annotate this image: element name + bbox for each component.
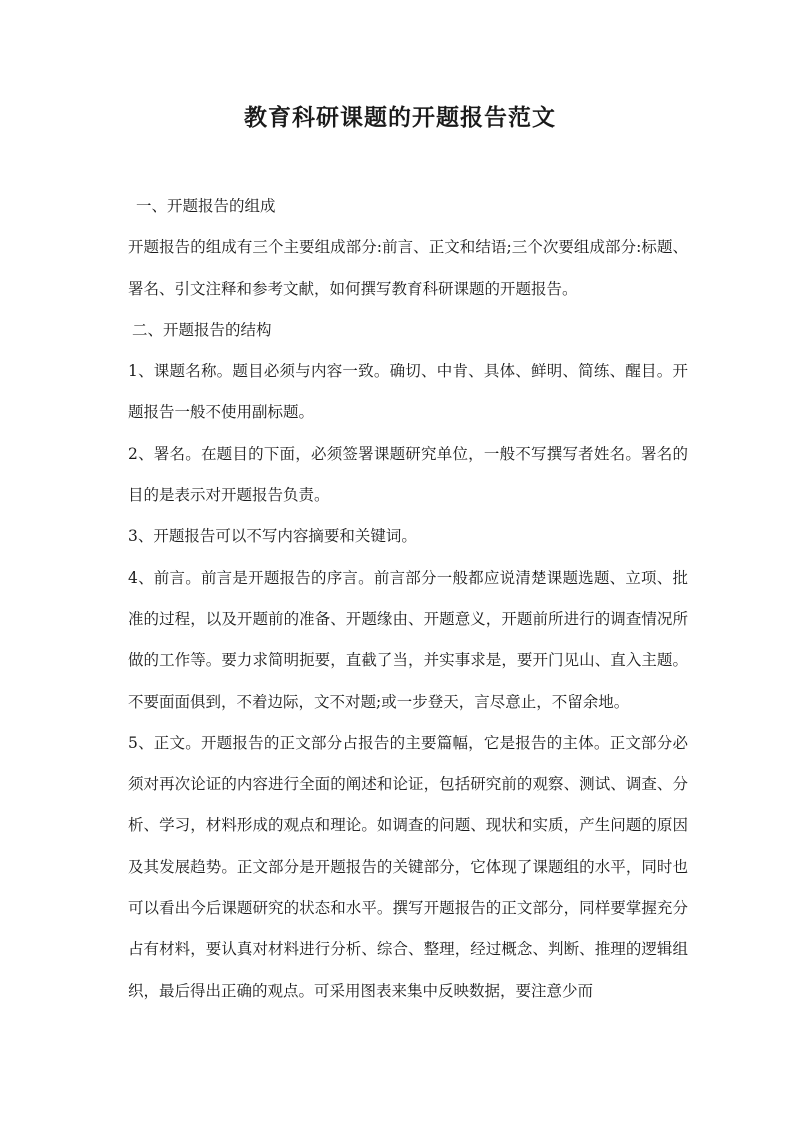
paragraph-composition: 开题报告的组成有三个主要组成部分:前言、正文和结语;三个次要组成部分:标题、署名、引文注释和参考文献，如何撰写教育科研课题的开题报告。 <box>128 238 688 298</box>
paragraph-item-2: 2、署名。在题目的下面，必须签署课题研究单位，一般不写撰写者姓名。署名的目的是表示对开题报告负责。 <box>128 444 688 505</box>
section-heading-1: 一、开题报告的组成 <box>136 197 276 215</box>
section-heading-2: 二、开题报告的结构 <box>132 320 272 339</box>
document-title: 教育科研课题的开题报告范文 <box>244 104 556 131</box>
paragraph-item-4: 4、前言。前言是开题报告的序言。前言部分一般都应说清楚课题选题、立项、批准的过程，以及开题前的准备、开题缘由、开题意义，开题前所进行的调查情况所做的工作等。要力求简明扼要，直截了当，并实事求是，要开门见山、直入主题。不要面面俱到，不着边际，文不对题;或一步登天，言尽意止，不留余地。 <box>128 568 688 711</box>
paragraph-item-1: 1、课题名称。题目必须与内容一致。确切、中肯、具体、鲜明、简练、醒目。开题报告一般不使用副标题。 <box>128 362 688 422</box>
paragraph-item-3: 3、开题报告可以不写内容摘要和关键词。 <box>128 527 417 546</box>
document-body <box>120 186 688 1012</box>
paragraph-item-5: 5、正文。开题报告的正文部分占报告的主要篇幅，它是报告的主体。正文部分必须对再次论证的内容进行全面的阐述和论证，包括研究前的观察、测试、调查、分析、学习，材料形成的观点和理论。如调查的问题、现状和实质，产生问题的原因及其发展趋势。正文部分是开题报告的关键部分，它体现了课题组的水平，同时也可以看出今后课题研究的状态和水平。撰写开题报告的正文部分，同样要掌握充分占有材料，要认真对材料进行分析、综合、整理，经过概念、判断、推理的逻辑组织，最后得出正确的观点。可采用图表来集中反映数据，要注意少而 <box>128 733 688 1000</box>
